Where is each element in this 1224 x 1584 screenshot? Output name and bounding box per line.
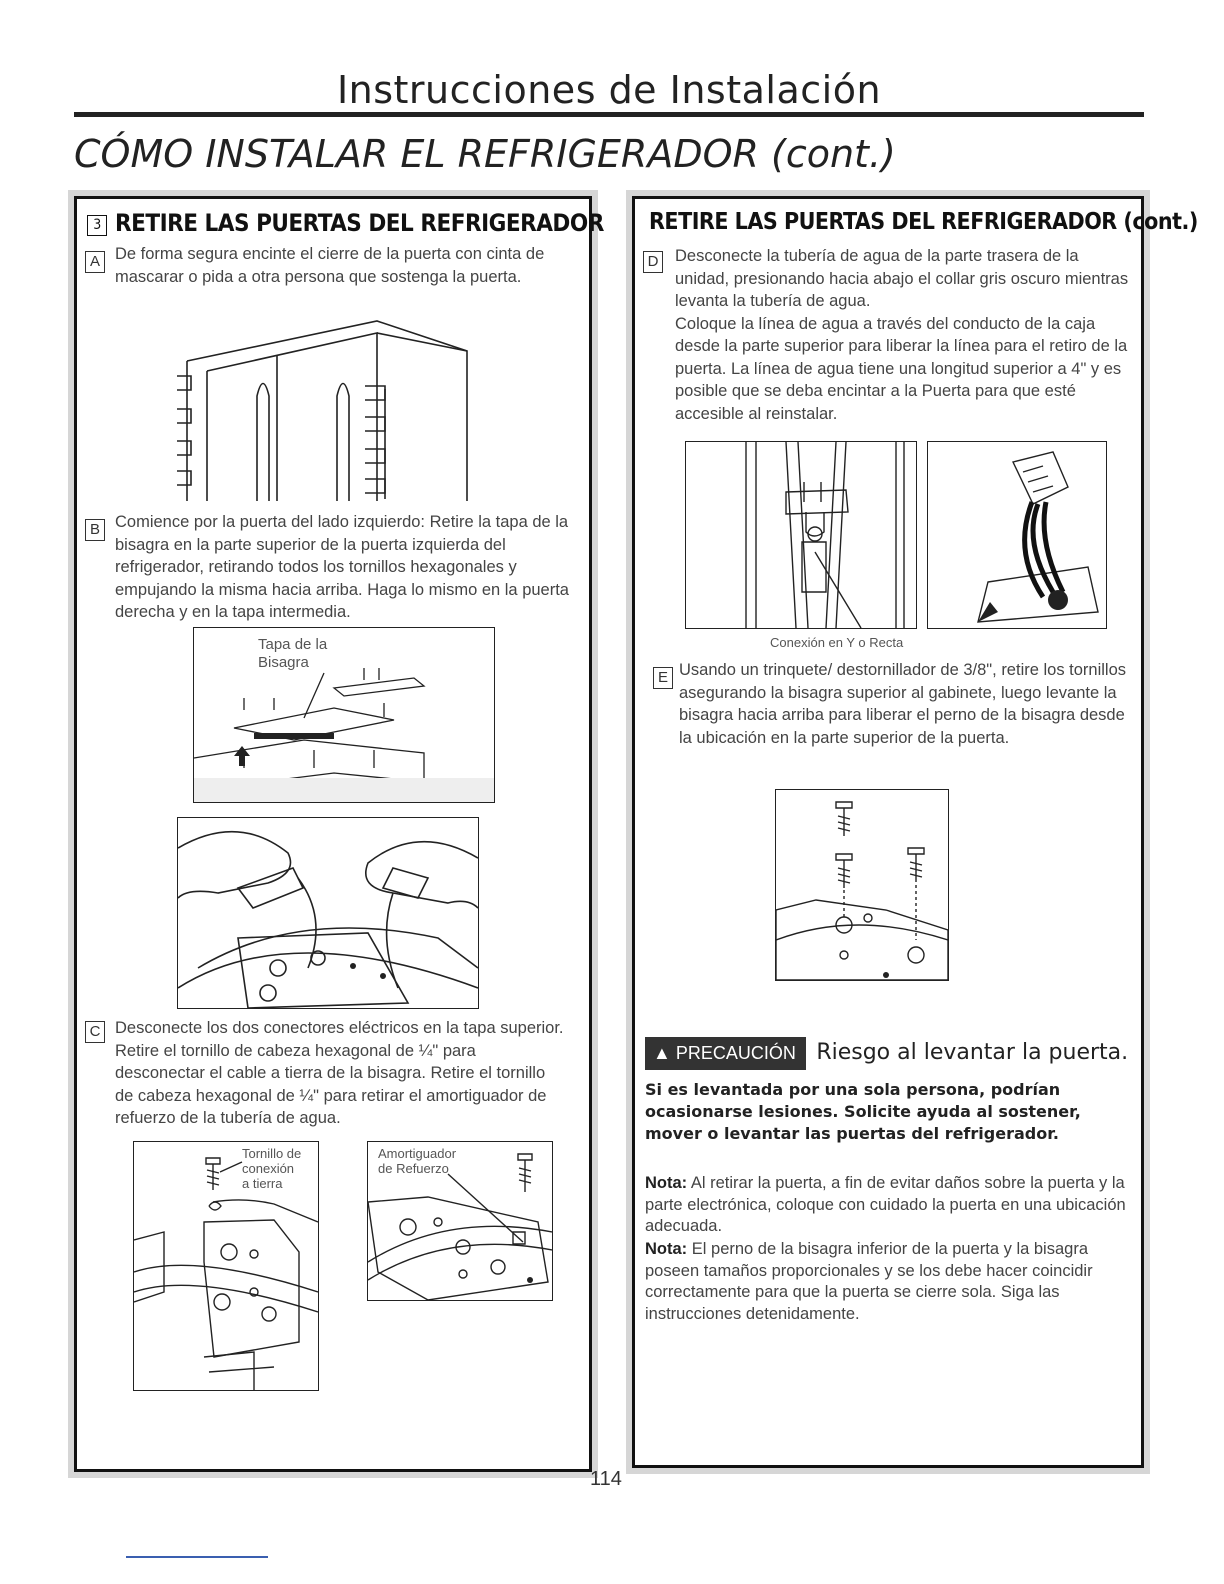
- fig-damper-label-line2: de Refuerzo: [378, 1161, 449, 1176]
- page-number: 114: [590, 1468, 622, 1490]
- note-1-text: Al retirar la puerta, a fin de evitar daños sobre la puerta y la parte electrónica, coloque con cuidado la puerta en una ubicación adecuada.: [645, 1174, 1126, 1235]
- fig-hinge-screws: [775, 789, 949, 981]
- note-2-label: Nota:: [645, 1240, 688, 1258]
- page-header: Instrucciones de Instalación: [336, 68, 882, 112]
- caution-label: PRECAUCIÓN: [675, 1043, 796, 1063]
- fig-connector-wires: [927, 441, 1107, 629]
- left-panel: [74, 196, 604, 1472]
- step-letter-e: E: [653, 667, 673, 689]
- note-1: [645, 1173, 1135, 1238]
- fig-water-connection: [685, 441, 917, 629]
- section-subtitle: CÓMO INSTALAR EL REFRIGERADOR (cont.): [74, 132, 896, 176]
- step-number-badge: 3: [87, 215, 107, 236]
- header-rule: [74, 112, 1144, 117]
- left-panel-title-text: RETIRE LAS PUERTAS DEL REFRIGERADOR: [115, 209, 604, 237]
- note-1-label: Nota:: [645, 1174, 688, 1192]
- fig-hinge-cap: [193, 627, 495, 803]
- footer-rule: [126, 1556, 268, 1558]
- note-2-text: El perno de la bisagra inferior de la puerta y la bisagra poseen tamaños proporcionales y se los debe hacer coincidir correctamente para que la puerta se cierre sola. Siga las instrucciones detenidamente.: [645, 1240, 1093, 1323]
- warning-triangle-icon: ▲: [653, 1043, 671, 1063]
- step-d-text-1: Desconecte la tubería de agua de la parte trasera de la unidad, presionando hacia abajo el collar gris oscuro mientras levanta la tubería de agua.: [675, 247, 1129, 310]
- step-e-text: Usando un trinquete/ destornillador de 3/8", retire los tornillos asegurando la bisagra superior al gabinete, luego levante la bisagra hacia arriba para liberar el perno de la bisagra desde la ubicación en la parte superior de la puerta.: [679, 661, 1127, 747]
- fig-damper-label-line1: Amortiguador: [378, 1146, 457, 1161]
- caution-title: Riesgo al levantar la puerta.: [816, 1040, 1129, 1065]
- caution-body: Si es levantada por una sola persona, podrían ocasionarse lesiones. Solicite ayuda al sostener, mover o levantar las puertas del refrigerador.: [645, 1080, 1081, 1143]
- fig-connection-caption: Conexión en Y o Recta: [770, 635, 904, 650]
- step-d-text-2: Coloque la línea de agua a través del conducto de la caja desde la parte superior para liberar la línea para el retiro de la puerta. La línea de agua tiene una longitud superior a 4" y es posible que se deba encintar a la Puerta para que esté accesible al reinstalar.: [675, 314, 1128, 423]
- fig-hinge-label-line1: Tapa de la: [258, 636, 328, 653]
- step-letter-a: A: [85, 251, 105, 273]
- fig-ground-label-line3: a tierra: [242, 1176, 283, 1191]
- step-c-text: Desconecte los dos conectores eléctricos en la tapa superior. Retire el tornillo de cabeza hexagonal de ¼" para desconectar el cable a tierra de la bisagra. Retire el tornillo de cabeza hexagonal de ¼" para retirar el amortiguador de refuerzo de la tubería de agua.: [115, 1019, 564, 1127]
- fig-ground-label-line1: Tornillo de: [242, 1146, 302, 1161]
- caution-header: [645, 1037, 1128, 1070]
- step-a-text: De forma segura encinte el cierre de la puerta con cinta de mascarar o pida a otra persona que sostenga la puerta.: [115, 245, 545, 286]
- step-letter-c: C: [85, 1021, 105, 1043]
- fig-fridge-doors: [177, 311, 477, 506]
- fig-electrical-connectors: [177, 817, 479, 1009]
- fig-hinge-label-line2: Bisagra: [258, 654, 309, 671]
- step-letter-b: B: [85, 519, 105, 541]
- step-d-text: [675, 245, 1137, 425]
- right-panel-title: RETIRE LAS PUERTAS DEL REFRIGERADOR (cont.): [649, 209, 1198, 235]
- left-panel-title: [87, 209, 604, 237]
- fig-ground-label-line2: conexión: [242, 1161, 295, 1176]
- right-panel: [632, 196, 1198, 1468]
- note-2: [645, 1239, 1137, 1325]
- caution-badge: [645, 1037, 806, 1070]
- step-letter-d: D: [643, 251, 663, 273]
- fig-damper: [367, 1141, 553, 1301]
- step-b-text: Comience por la puerta del lado izquierdo: Retire la tapa de la bisagra en la parte superior de la puerta izquierda del refrigerador, retirando todos los tornillos hexagonales y empujando la misma hacia arriba. Haga lo mismo en la puerta derecha y en la tapa intermedia.: [115, 513, 569, 621]
- fig-ground-screw: [133, 1141, 319, 1391]
